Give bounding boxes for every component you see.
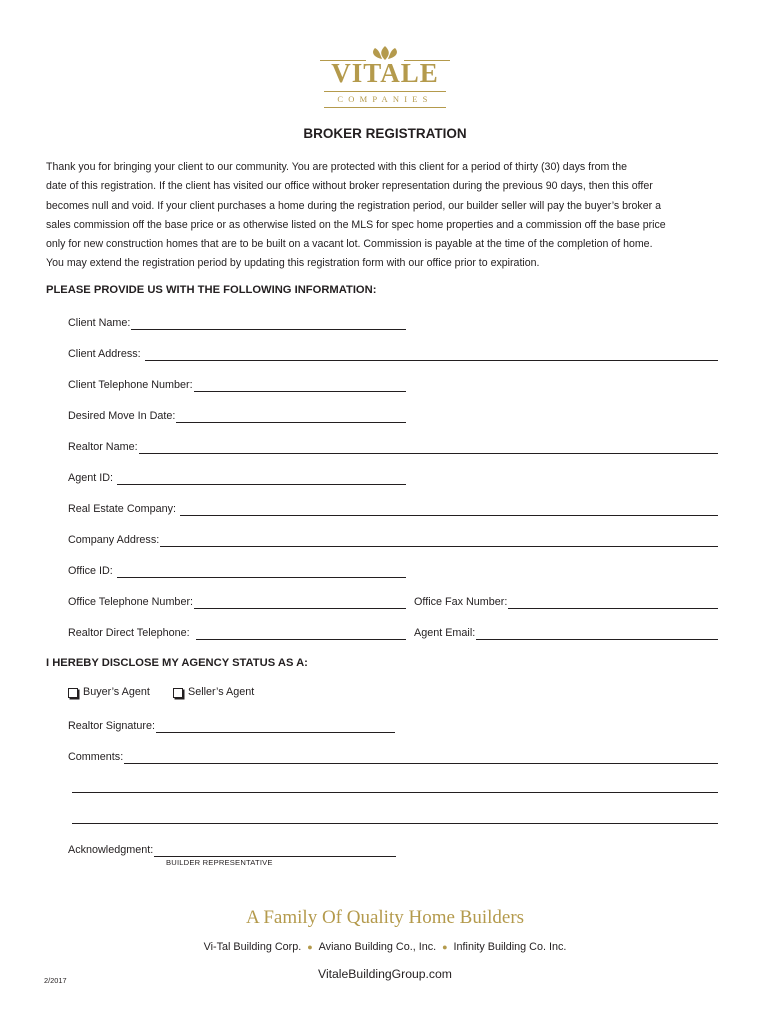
client-name-blank[interactable]: [131, 319, 406, 330]
realtor-name-label: Realtor Name:: [68, 441, 138, 453]
realtor-name-field[interactable]: [68, 440, 718, 454]
page-title: BROKER REGISTRATION: [303, 126, 467, 141]
office-fax-field[interactable]: [414, 595, 718, 609]
move-in-date-field[interactable]: [68, 409, 406, 423]
agent-id-blank[interactable]: [117, 474, 406, 485]
client-address-field[interactable]: [68, 347, 718, 361]
client-name-field[interactable]: [68, 316, 406, 330]
client-phone-field[interactable]: [68, 378, 406, 392]
intro-line: date of this registration. If the client has visited our office without broker representation during the previous 90 days, then this offer: [46, 180, 653, 193]
office-phone-blank[interactable]: [194, 598, 406, 609]
move-in-date-blank[interactable]: [176, 412, 406, 423]
client-address-blank[interactable]: [145, 350, 718, 361]
office-id-blank[interactable]: [117, 567, 406, 578]
comments-line-2[interactable]: [72, 792, 718, 793]
move-in-date-label: Desired Move In Date:: [68, 410, 176, 422]
intro-line: Thank you for bringing your client to our community. You are protected with this client for a period of thirty (30) days from the: [46, 161, 627, 173]
intro-line: You may extend the registration period by updating this registration form with our office prior to expiration.: [46, 257, 540, 270]
comments-label: Comments:: [68, 751, 124, 763]
realtor-signature-field[interactable]: [68, 719, 395, 733]
tagline: A Family Of Quality Home Builders: [245, 907, 525, 928]
office-phone-label: Office Telephone Number:: [68, 596, 194, 608]
logo-wordmark: VITALE: [331, 58, 439, 88]
checkbox-icon[interactable]: [68, 688, 78, 698]
agent-email-field[interactable]: [414, 626, 718, 640]
logo-underline: [324, 91, 446, 92]
bullet-icon: ●: [442, 942, 448, 952]
client-name-label: Client Name:: [68, 317, 131, 329]
client-address-label: Client Address:: [68, 348, 141, 360]
logo-subtitle: COMPANIES: [337, 94, 433, 104]
real-estate-company-blank[interactable]: [180, 505, 718, 516]
agency-heading: I HEREBY DISCLOSE MY AGENCY STATUS AS A:: [46, 657, 308, 669]
sellers-agent-checkbox[interactable]: [173, 686, 254, 699]
realtor-signature-blank[interactable]: [156, 722, 395, 733]
intro-line: only for new construction homes that are to be built on a vacant lot. Commission is payable at the time of the completion of home.: [46, 238, 653, 251]
real-estate-company-field[interactable]: [68, 502, 718, 516]
company-name: Vi-Tal Building Corp.: [203, 941, 302, 953]
info-heading: PLEASE PROVIDE US WITH THE FOLLOWING INFORMATION:: [46, 284, 377, 296]
office-phone-field[interactable]: [68, 595, 406, 609]
client-phone-label: Client Telephone Number:: [68, 379, 193, 391]
company-address-blank[interactable]: [160, 536, 718, 547]
realtor-signature-label: Realtor Signature:: [68, 720, 156, 732]
intro-line: sales commission off the base price or as otherwise listed on the MLS for spec home properties and a commission off the base price: [46, 218, 666, 231]
realtor-direct-phone-field[interactable]: [68, 626, 406, 640]
agent-email-label: Agent Email:: [414, 627, 476, 639]
vitale-logo: [320, 46, 450, 110]
website[interactable]: VitaleBuildingGroup.com: [318, 967, 452, 981]
office-fax-label: Office Fax Number:: [414, 596, 508, 608]
checkbox-icon[interactable]: [173, 688, 183, 698]
buyers-agent-label: Buyer’s Agent: [83, 686, 150, 698]
realtor-name-blank[interactable]: [139, 443, 718, 454]
agent-id-field[interactable]: [68, 471, 406, 485]
company-address-label: Company Address:: [68, 534, 160, 546]
office-id-field[interactable]: [68, 564, 406, 578]
buyers-agent-checkbox[interactable]: [68, 686, 150, 699]
comments-line-3[interactable]: [72, 823, 718, 824]
company-name: Aviano Building Co., Inc.: [318, 941, 437, 953]
agent-email-blank[interactable]: [476, 629, 718, 640]
realtor-direct-phone-label: Realtor Direct Telephone:: [68, 627, 190, 639]
office-id-label: Office ID:: [68, 565, 113, 577]
agent-id-label: Agent ID:: [68, 472, 114, 484]
acknowledgment-field[interactable]: [68, 843, 396, 857]
comments-blank[interactable]: [124, 753, 718, 764]
realtor-direct-phone-blank[interactable]: [196, 629, 406, 640]
sellers-agent-label: Seller’s Agent: [188, 686, 255, 698]
real-estate-company-label: Real Estate Company:: [68, 503, 177, 515]
intro-line: becomes null and void. If your client purchases a home during the registration period, our builder seller will pay the buyer’s broker a: [46, 199, 661, 212]
company-name: Infinity Building Co. Inc.: [453, 941, 567, 953]
office-fax-blank[interactable]: [508, 598, 718, 609]
company-address-field[interactable]: [68, 533, 718, 547]
company-list: [0, 940, 770, 954]
logo-bottom-rule: [324, 107, 446, 108]
builder-representative-caption: BUILDER REPRESENTATIVE: [166, 858, 273, 867]
bullet-icon: ●: [307, 942, 313, 952]
intro-paragraph: [46, 158, 736, 274]
client-phone-blank[interactable]: [194, 381, 406, 392]
form-version: 2/2017: [44, 976, 67, 985]
comments-field[interactable]: [68, 750, 718, 764]
acknowledgment-blank[interactable]: [154, 846, 396, 857]
acknowledgment-label: Acknowledgment:: [68, 844, 154, 856]
